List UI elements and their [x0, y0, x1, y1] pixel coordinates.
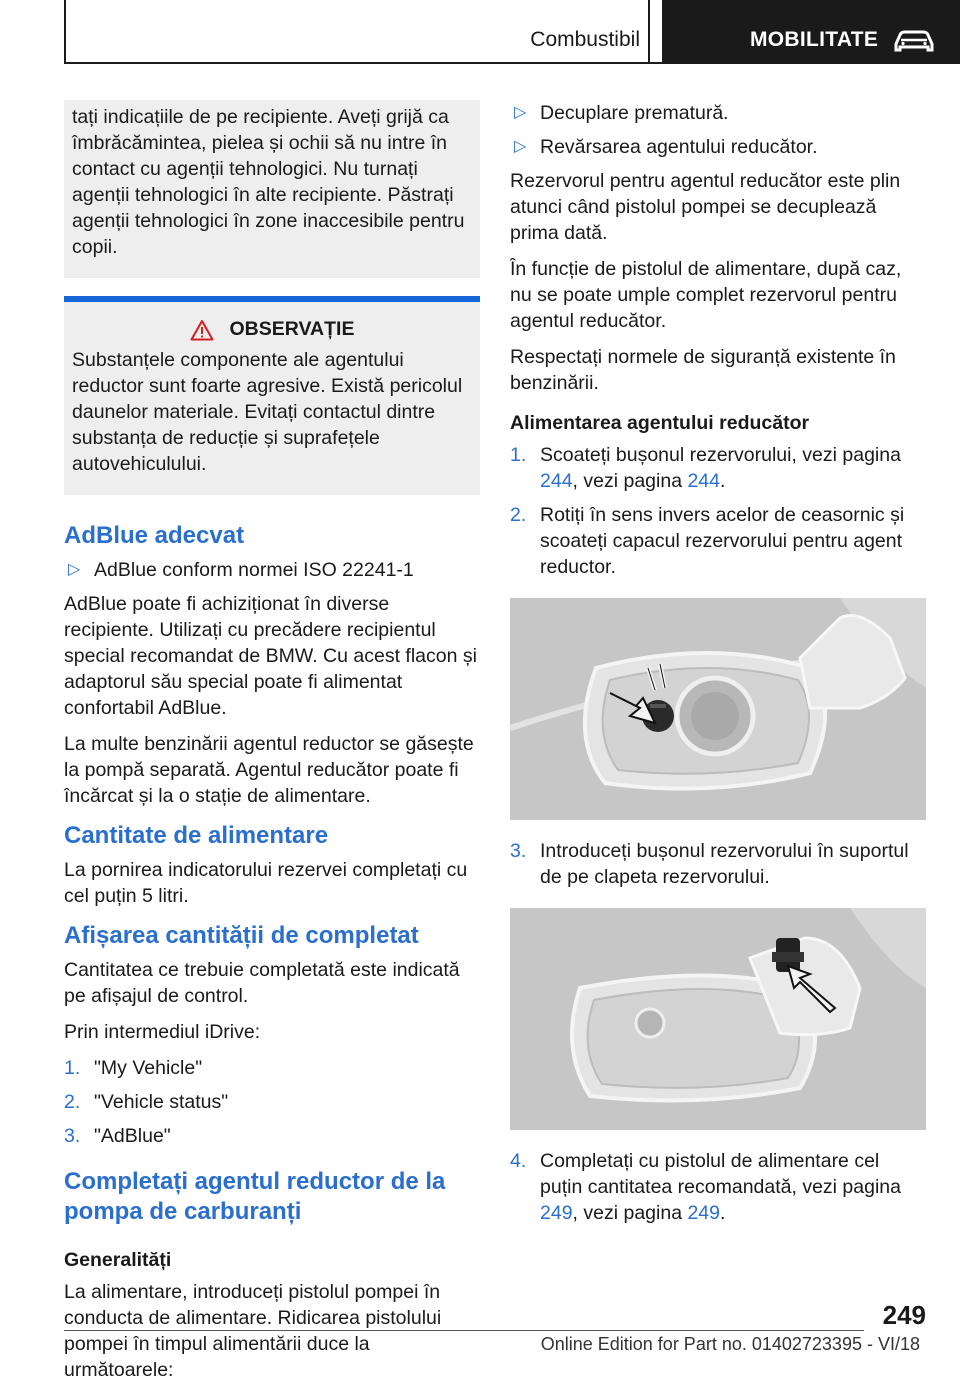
list-item: [64, 1089, 480, 1115]
adblue-paragraph-1: AdBlue poate fi achiziționat în diverse recipiente. Utilizați cu precădere recipientul special recomandat de BMW. Cu acest flacon și adaptorul său special poate fi alimentat confortabil AdBlue.: [64, 593, 477, 719]
list-item: [64, 1055, 480, 1081]
generalitati-paragraph: La alimentare, introduceți pistolul pompei în conducta de alimentare. Ridicarea pistolului pompei în timpul alimentării duce la următoarele:: [64, 1281, 442, 1381]
step-number: 4.: [510, 1150, 527, 1172]
right-paragraph-3: Respectați normele de siguranță existente în benzinării.: [510, 346, 896, 394]
list-item: [64, 1123, 480, 1149]
heading-cantitate: Cantitate de alimentare: [64, 822, 329, 849]
cantitate-paragraph: La pornirea indicatorului rezervei completați cu cel puțin 5 litri.: [64, 859, 468, 907]
heading-completati: Completați agentul reductor de la pompa de carburanți: [64, 1168, 446, 1225]
continued-note-text: tați indicațiile de pe recipiente. Aveți grijă ca îmbrăcămintea, pielea și ochii să nu intre în contact cu agenții tehnologici. Nu turnați agenții tehnologici în alte recipiente. Păstrați agenții tehnologici în zone inaccesibile pentru copii.: [72, 106, 465, 258]
header-chapter-tab: [662, 0, 960, 64]
afisare-paragraph-1: Cantitatea ce trebuie completată este indicată pe afișajul de control.: [64, 959, 460, 1007]
step-number: 2.: [64, 1091, 81, 1113]
bullet-text: Revărsarea agentului reducător.: [540, 136, 818, 158]
step-text: Rotiți în sens invers acelor de ceasornic și scoateți capacul rezervorului pentru agent reductor.: [540, 504, 905, 578]
warning-title: OBSERVAȚIE: [229, 318, 355, 340]
page-link[interactable]: 244: [687, 470, 720, 492]
step-text: Completați cu pistolul de alimentare cel puțin cantitatea recomandată, vezi pagina 249, vezi pagina 249.: [540, 1150, 901, 1224]
adblue-paragraph-2: La multe benzinării agentul reductor se găsește la pompă separată. Agentul reducător poate fi încărcat și la o stație de alimentare.: [64, 733, 474, 807]
illustration-insert-cap: [510, 908, 926, 1130]
illustration-remove-cap: [510, 598, 926, 820]
list-item: [510, 1148, 926, 1226]
step-number: 3.: [510, 840, 527, 862]
continued-note-box: [64, 100, 480, 278]
step-text: "AdBlue": [94, 1125, 171, 1147]
page-link[interactable]: 249: [540, 1202, 573, 1224]
header-section-title: Combustibil: [530, 28, 640, 51]
list-item: [510, 134, 926, 160]
warning-title-row: [72, 318, 472, 341]
step-number: 3.: [64, 1125, 81, 1147]
step-number: 2.: [510, 504, 527, 526]
heading-alimentarea: Alimentarea agentului reducător: [510, 412, 810, 434]
footer-edition: Online Edition for Part no. 01402723395 - VI/18: [540, 1334, 920, 1354]
heading-adblue-adecvat: AdBlue adecvat: [64, 522, 245, 549]
bullet-text: Decuplare prematură.: [540, 102, 729, 124]
list-item: [64, 557, 480, 583]
list-item: [510, 442, 926, 494]
left-column: [64, 100, 480, 1393]
car-icon: [892, 28, 936, 54]
footer-rule: [64, 1330, 864, 1331]
page-number: 249: [882, 1300, 926, 1330]
step-text: Introduceți bușonul rezervorului în suportul de pe clapeta rezervorului.: [540, 840, 909, 888]
heading-generalitati: Generalități: [64, 1249, 172, 1271]
list-item: [510, 838, 926, 890]
right-paragraph-2: În funcție de pistolul de alimentare, după caz, nu se poate umple complet rezervorul pentru agentul reducător.: [510, 258, 902, 332]
list-item: [510, 100, 926, 126]
triangle-bullet-icon: ▷: [514, 104, 527, 121]
step-number: 1.: [64, 1057, 81, 1079]
warning-triangle-icon: [190, 319, 214, 341]
triangle-bullet-icon: ▷: [68, 561, 81, 578]
step-text: "Vehicle status": [94, 1091, 229, 1113]
list-item: [510, 502, 926, 580]
right-column: [510, 100, 926, 1234]
triangle-bullet-icon: ▷: [514, 138, 527, 155]
heading-afisare: Afișarea cantității de completat: [64, 922, 419, 949]
page-link[interactable]: 244: [540, 470, 573, 492]
bullet-text: AdBlue conform normei ISO 22241-1: [94, 559, 414, 581]
warning-text: Substanțele componente ale agentului reductor sunt foarte agresive. Există pericolul daunelor materiale. Evitați contactul dintre substanța de reducție și suprafețele autovehiculului.: [72, 349, 463, 475]
header-chapter-title: MOBILITATE: [750, 28, 879, 51]
warning-box: [64, 296, 480, 495]
page-link[interactable]: 249: [687, 1202, 720, 1224]
right-paragraph-1: Rezervorul pentru agentul reducător este plin atunci când pistolul pompei se decuplează prima dată.: [510, 170, 901, 244]
afisare-paragraph-2: Prin intermediul iDrive:: [64, 1021, 261, 1043]
step-text: "My Vehicle": [94, 1057, 203, 1079]
step-text: Scoateți bușonul rezervorului, vezi pagina 244, vezi pagina 244.: [540, 444, 901, 492]
step-number: 1.: [510, 444, 527, 466]
